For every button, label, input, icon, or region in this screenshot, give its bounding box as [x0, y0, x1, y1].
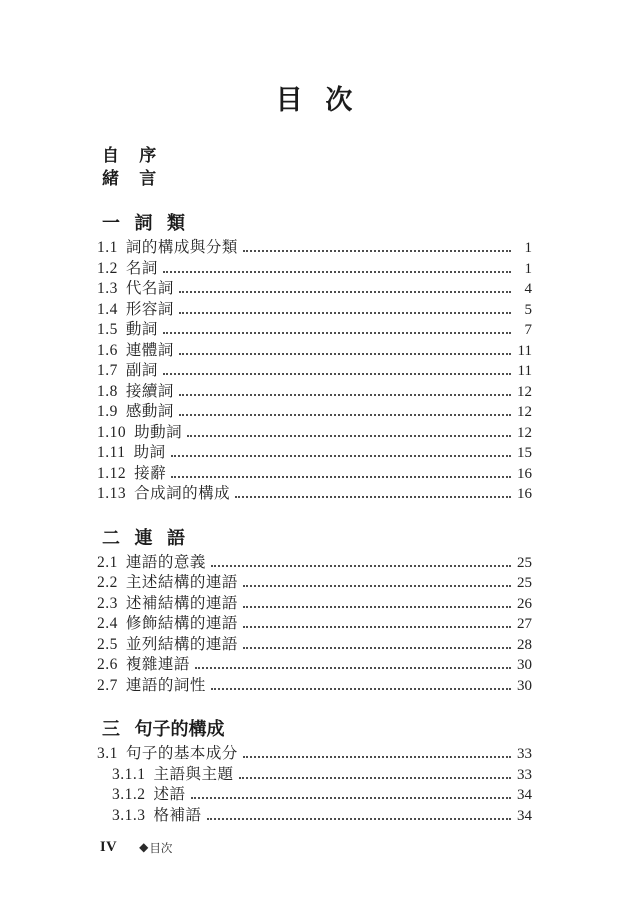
toc-row [97, 443, 532, 464]
diamond-icon: ◆ [139, 840, 149, 854]
toc-item-number: 2.7 [97, 676, 118, 694]
toc-row [97, 806, 532, 827]
toc-item-number: 3.1.2 [112, 786, 146, 803]
toc-item-number: 2.2 [97, 574, 118, 591]
toc-item-title: 複雜連語 [125, 656, 190, 673]
dotted-leader [187, 435, 511, 437]
toc-item-number: 1.1 [97, 239, 118, 256]
toc-item-title: 合成詞的構成 [134, 485, 231, 502]
preface-line: 緒 言 [102, 169, 157, 188]
dotted-leader [195, 667, 511, 669]
dotted-leader [163, 373, 511, 375]
preface-line: 自 序 [102, 146, 157, 165]
toc-item-page: 11 [517, 363, 532, 379]
toc-row [97, 635, 532, 656]
dotted-leader [179, 414, 511, 416]
toc-item-page: 16 [517, 486, 532, 502]
toc-item-page: 30 [517, 677, 532, 694]
toc-item-title: 並列結構的連語 [125, 635, 238, 653]
toc-item-page: 30 [517, 657, 532, 673]
toc-item-number: 1.6 [97, 341, 118, 359]
toc-item-number: 1.8 [97, 382, 118, 400]
toc-row [97, 320, 532, 341]
toc-item-title: 述補結構的連語 [125, 594, 238, 612]
toc-item-page: 16 [517, 465, 532, 482]
section-heading: 三 句子的構成 [102, 719, 225, 739]
toc-item-number: 1.5 [97, 321, 118, 338]
toc-item-page: 5 [524, 301, 532, 318]
toc-row [97, 382, 532, 403]
toc-row [97, 765, 532, 786]
toc-item-number: 2.4 [97, 615, 118, 632]
toc-item-page: 12 [517, 404, 532, 420]
dotted-leader [179, 353, 511, 355]
toc-item-title: 形容詞 [125, 300, 174, 318]
dotted-leader [243, 585, 511, 587]
toc-row [97, 279, 532, 300]
toc-item-number: 3.1.3 [112, 806, 146, 824]
toc-item-number: 1.9 [97, 403, 118, 420]
dotted-leader [179, 394, 511, 396]
toc-item-page: 25 [517, 554, 532, 571]
toc-item-number: 2.6 [97, 656, 118, 673]
dotted-leader [207, 818, 511, 820]
toc-item-title: 主述結構的連語 [125, 574, 238, 591]
dotted-leader [243, 250, 511, 252]
toc-row [97, 238, 532, 259]
toc-sections [97, 211, 532, 826]
toc-item-number: 2.3 [97, 594, 118, 612]
footer-page-number: IV [100, 839, 118, 855]
toc-item-title: 連體詞 [125, 341, 174, 359]
toc-item-number: 1.11 [97, 444, 126, 461]
toc-row [97, 300, 532, 321]
toc-item-page: 34 [517, 807, 532, 824]
toc-item-page: 11 [517, 342, 532, 359]
toc-item-title: 感動詞 [125, 403, 174, 420]
dotted-leader [191, 797, 511, 799]
footer-label [139, 840, 172, 856]
toc-row [97, 614, 532, 635]
dotted-leader [179, 312, 511, 314]
toc-item-page: 34 [517, 787, 532, 803]
toc-item-number: 1.12 [97, 464, 127, 482]
toc-row [97, 423, 532, 444]
toc-item-number: 1.10 [97, 423, 127, 441]
toc-row [97, 553, 532, 574]
dotted-leader [211, 688, 511, 690]
toc-item-number: 2.5 [97, 635, 118, 653]
toc-item-page: 26 [517, 595, 532, 612]
toc-item-title: 接續詞 [125, 382, 174, 400]
toc-item-page: 4 [524, 281, 532, 297]
toc-item-number: 1.7 [97, 362, 118, 379]
dotted-leader [163, 332, 511, 334]
toc-item-number: 2.1 [97, 553, 118, 571]
toc-row [97, 259, 532, 280]
toc-item-page: 12 [517, 383, 532, 400]
toc-item-title: 助動詞 [134, 423, 183, 441]
dotted-leader [239, 777, 511, 779]
toc-row [97, 402, 532, 423]
toc-item-number: 1.2 [97, 259, 118, 277]
toc-item-title: 連語的意義 [125, 553, 206, 571]
toc-item-page: 27 [517, 616, 532, 632]
toc-item-title: 修飾結構的連語 [125, 615, 238, 632]
dotted-leader [243, 647, 511, 649]
dotted-leader [243, 756, 511, 758]
toc-item-number: 1.3 [97, 280, 118, 297]
toc-item-page: 15 [517, 445, 532, 461]
toc-item-number: 1.13 [97, 485, 127, 502]
toc-row [97, 484, 532, 505]
toc-row [97, 464, 532, 485]
dotted-leader [179, 291, 511, 293]
dotted-leader [211, 565, 511, 567]
page-footer [97, 839, 532, 856]
toc-item-page: 33 [517, 746, 532, 762]
toc-item-page: 1 [524, 240, 532, 256]
page-title: 目 次 [275, 85, 354, 115]
toc-item-page: 12 [517, 424, 532, 441]
toc-row [97, 785, 532, 806]
toc-row [97, 655, 532, 676]
toc-item-title: 副詞 [125, 362, 158, 379]
toc-item-page: 28 [517, 636, 532, 653]
toc-row [97, 676, 532, 697]
dotted-leader [235, 496, 511, 498]
toc-item-title: 詞的構成與分類 [125, 239, 238, 256]
toc-item-page: 1 [524, 260, 532, 277]
toc-row [97, 594, 532, 615]
toc-row [97, 341, 532, 362]
toc-item-title: 動詞 [125, 321, 158, 338]
toc-item-title: 名詞 [125, 259, 158, 277]
toc-row [97, 361, 532, 382]
toc-item-title: 代名詞 [125, 280, 174, 297]
toc-item-title: 接辭 [134, 464, 167, 482]
toc-item-number: 1.4 [97, 300, 118, 318]
toc-item-number: 3.1 [97, 745, 118, 762]
toc-item-title: 連語的詞性 [125, 676, 206, 694]
toc-item-page: 25 [517, 575, 532, 591]
section-heading: 二 連 語 [102, 527, 185, 548]
toc-row [97, 744, 532, 765]
toc-item-title: 主語與主題 [153, 765, 234, 783]
footer-title: 目次 [149, 842, 173, 855]
toc-item-title: 助詞 [133, 444, 166, 461]
dotted-leader [171, 476, 511, 478]
toc-item-page: 7 [524, 322, 532, 338]
toc-item-title: 句子的基本成分 [125, 745, 238, 762]
dotted-leader [243, 626, 511, 628]
preface-block [97, 144, 532, 190]
dotted-leader [243, 606, 511, 608]
toc-item-number: 3.1.1 [112, 765, 146, 783]
toc-item-title: 格補語 [153, 806, 202, 824]
toc-item-title: 述語 [153, 786, 186, 803]
toc-row [97, 573, 532, 594]
toc-item-page: 33 [517, 766, 532, 783]
dotted-leader [171, 455, 511, 457]
dotted-leader [163, 271, 511, 273]
section-heading: 一 詞 類 [102, 213, 185, 233]
